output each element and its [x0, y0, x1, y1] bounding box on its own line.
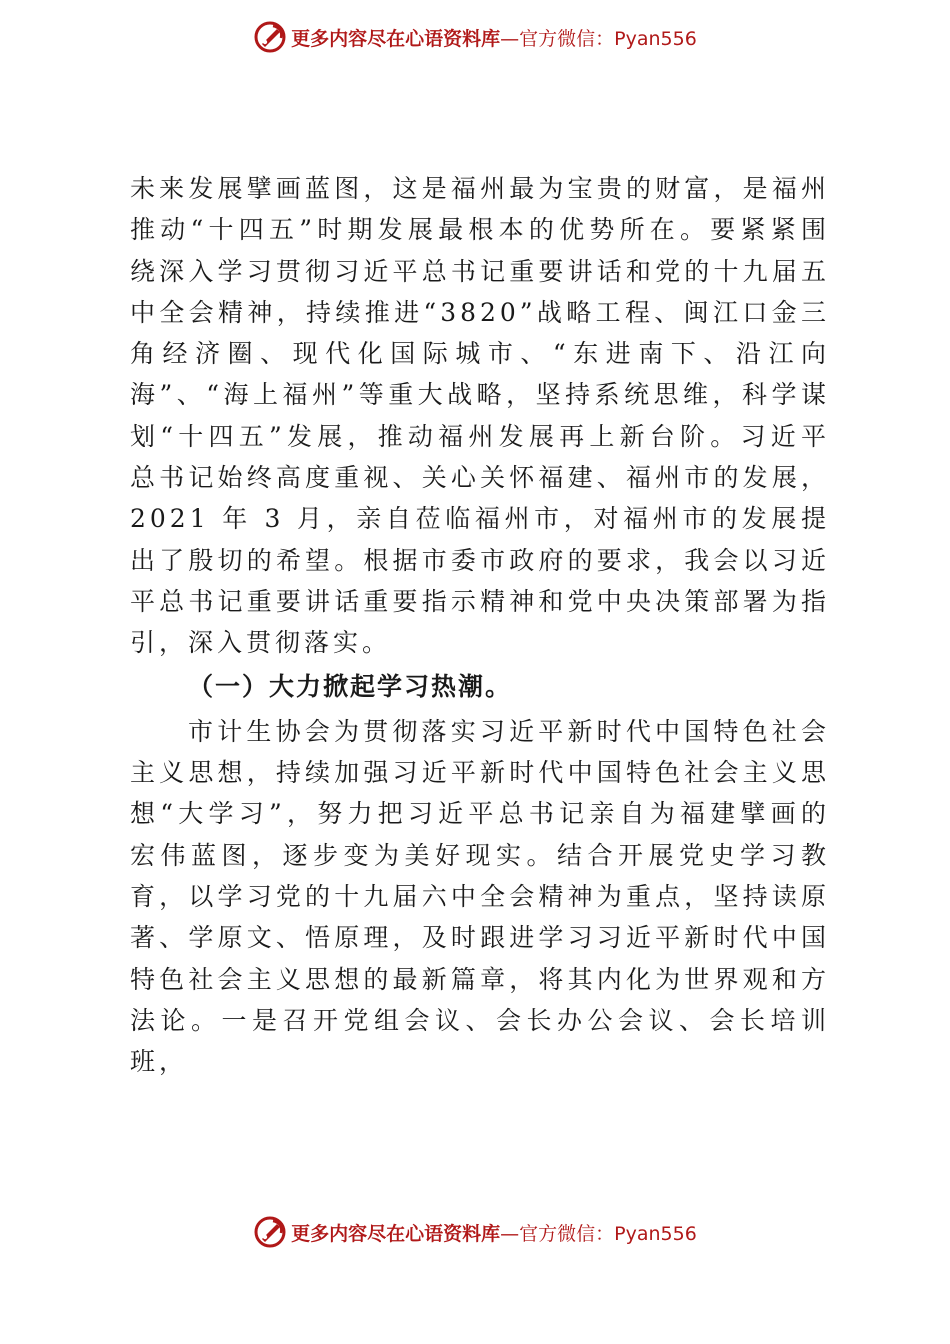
section-heading-1: （一）大力掀起学习热潮。: [188, 671, 513, 701]
header-banner-text: [291, 24, 697, 51]
body-paragraph-1: 未来发展擘画蓝图，这是福州最为宝贵的财富，是福州推动“十四五”时期发展最根本的优势所在。要紧紧围绕深入学习贯彻习近平总书记重要讲话和党的十九届五中全会精神，持续推进“3820”战略工程、闽江口金三角经济圈、现代化国际城市、“东进南下、沿江向海”、“海上福州”等重大战略，坚持系统思维，科学谋划“十四五”发展，推动福州发展再上新台阶。习近平总书记始终高度重视、关心关怀福建、福州市的发展，2021 年 3 月，亲自莅临福州市，对福州市的发展提出了殷切的希望。根据市委市政府的要求，我会以习近平总书记重要讲话重要指示精神和党中央决策部署为指引，深入贯彻落实。: [130, 174, 830, 658]
brand-logo-icon: [253, 1215, 287, 1249]
header-banner-bold: 更多内容尽在心语资料库: [291, 27, 501, 50]
header-banner: [0, 17, 950, 57]
header-banner-contact: —官方微信：Pyan556: [500, 27, 697, 50]
footer-banner-bold: 更多内容尽在心语资料库: [291, 1222, 501, 1245]
body-paragraph-2: 市计生协会为贯彻落实习近平新时代中国特色社会主义思想，持续加强习近平新时代中国特色社会主义思想“大学习”，努力把习近平总书记亲自为福建擘画的宏伟蓝图，逐步变为美好现实。结合开展党史学习教育，以学习党的十九届六中全会精神为重点，坚持读原著、学原文、悟原理，及时跟进学习习近平新时代中国特色社会主义思想的最新篇章，将其内化为世界观和方法论。一是召开党组会议、会长办公会议、会长培训班，: [130, 716, 830, 1077]
brand-logo-icon: [253, 20, 287, 54]
footer-banner: [0, 1212, 950, 1252]
footer-banner-text: [291, 1219, 697, 1246]
footer-banner-contact: —官方微信：Pyan556: [500, 1222, 697, 1245]
document-body: [130, 168, 830, 1083]
